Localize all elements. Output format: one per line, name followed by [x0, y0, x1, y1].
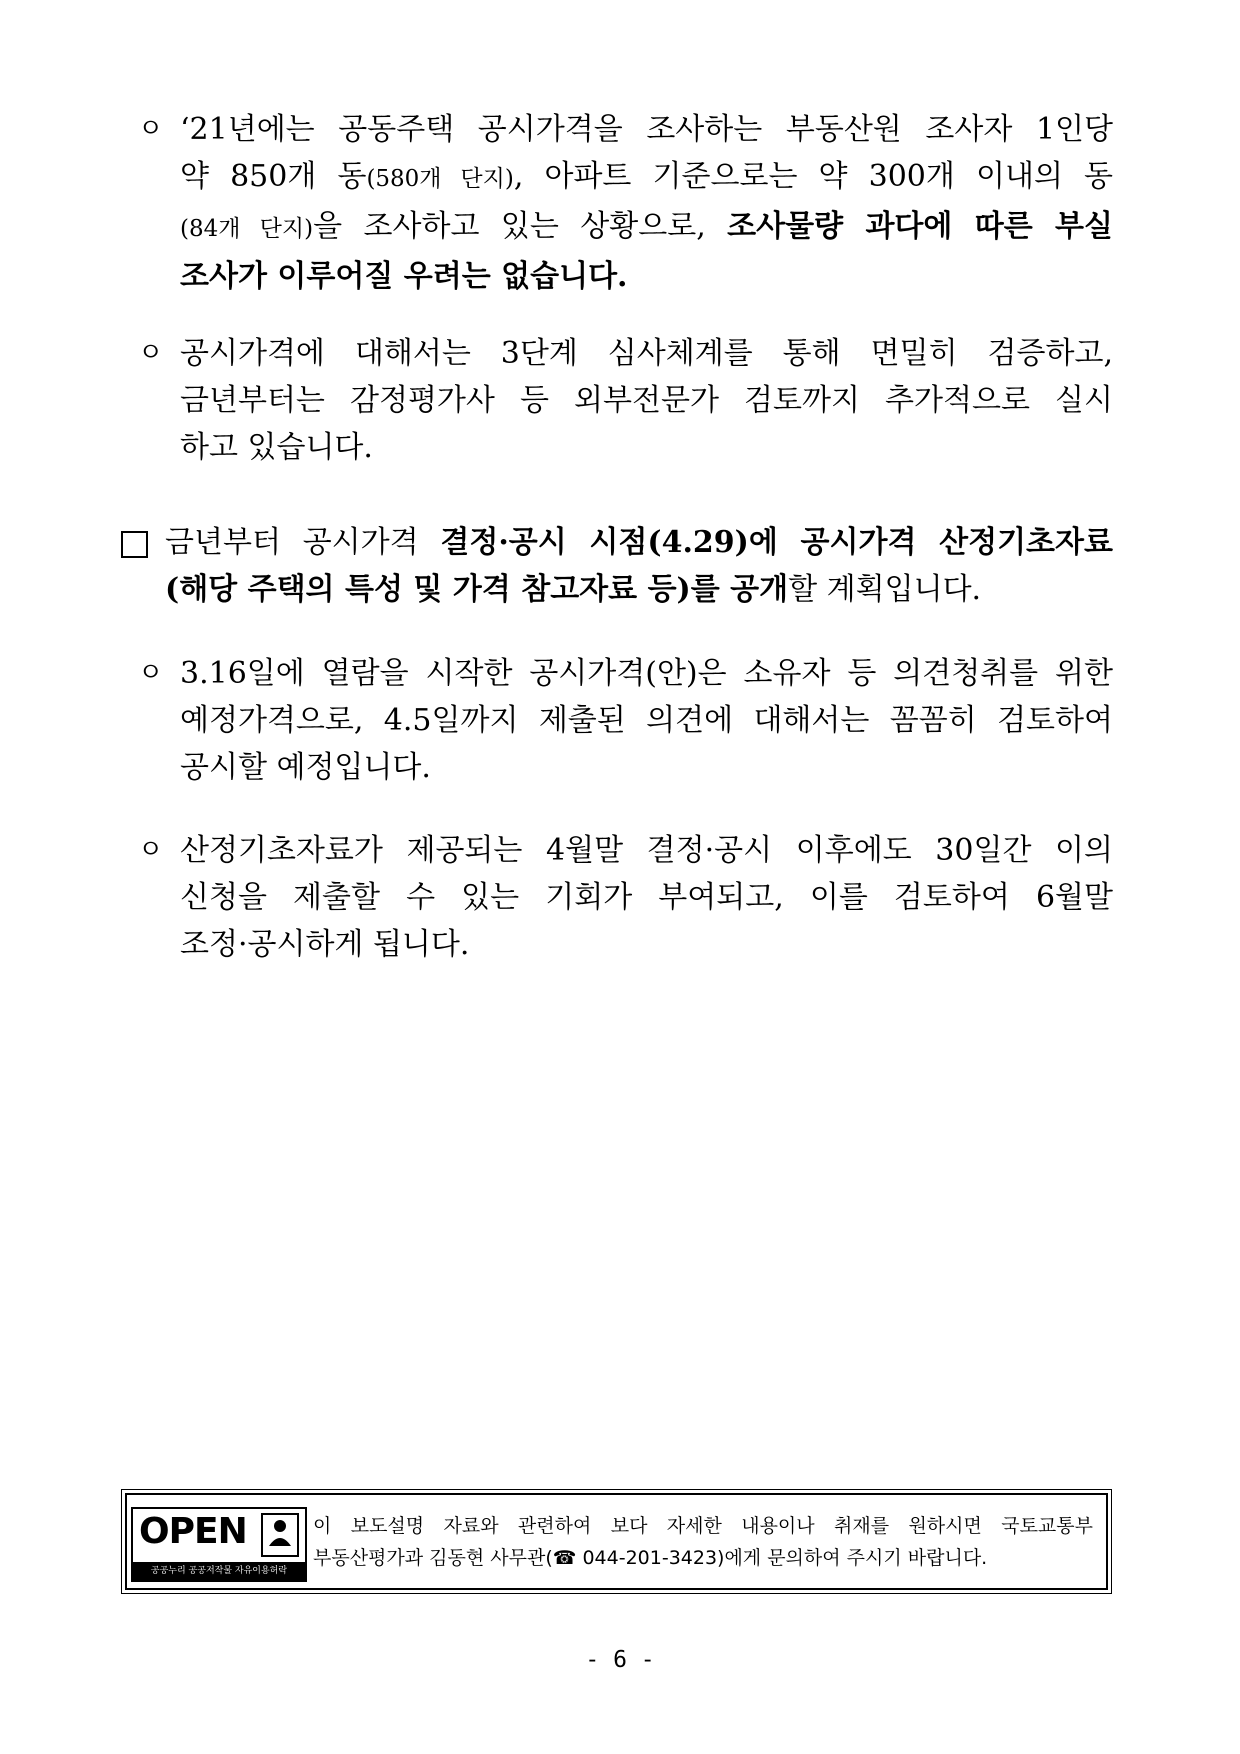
contact-line: 이 보도설명 자료와 관련하여 보다 자세한 내용이나 취재를 원하시면 국토교통부 — [313, 1515, 1093, 1537]
text-line — [180, 106, 1113, 153]
kogl-open-logo — [131, 1507, 307, 1582]
bullet-circle: ㅇ — [138, 835, 164, 865]
text-run: 하고 있습니다. — [180, 430, 373, 465]
text-line — [180, 921, 1113, 968]
bullet-circle: ㅇ — [138, 338, 164, 368]
text-line — [180, 827, 1113, 874]
bold-text: 조사가 이루어질 우려는 없습니다. — [180, 259, 628, 294]
logo-license-strip: 공공누리 공공저작물 자유이용허락 — [133, 1562, 305, 1580]
bold-text: (해당 주택의 특성 및 가격 참고자료 등)를 공개 — [165, 572, 789, 607]
text-line — [165, 519, 1113, 566]
text-line — [180, 650, 1113, 697]
text-line — [180, 203, 1113, 253]
bullet-circle: ㅇ — [138, 114, 164, 144]
square-bullet-icon — [121, 531, 148, 558]
paragraph-disclosure-plan — [165, 519, 1113, 613]
text-line — [180, 697, 1113, 744]
bold-text: 결정·공시 시점(4.29)에 공시가격 산정기초자료 — [440, 525, 1113, 560]
text-line — [180, 744, 1113, 791]
paragraph-inspection-period — [180, 650, 1113, 791]
text-line — [180, 253, 1113, 300]
text-line — [180, 153, 1113, 203]
open-logo-text: OPEN — [139, 1511, 247, 1552]
text-run: 조정·공시하게 됩니다. — [180, 927, 470, 962]
small-text: (84개 단지) — [180, 216, 314, 242]
text-run: 3.16일에 열람을 시작한 공시가격(안)은 소유자 등 의견청취를 위한 — [180, 656, 1113, 691]
attribution-person-icon — [261, 1513, 299, 1557]
text-run: 신청을 제출할 수 있는 기회가 부여되고, 이를 검토하여 6월말 — [180, 880, 1113, 915]
text-run: 약 850개 동 — [180, 159, 367, 194]
small-text: (580개 단지) — [366, 166, 514, 192]
text-run: 을 조사하고 있는 상황으로, — [313, 209, 728, 244]
bullet-circle: ㅇ — [138, 658, 164, 688]
text-line — [180, 424, 1113, 471]
bold-text: 조사물량 과다에 따른 부실 — [727, 209, 1113, 244]
text-run: 공시할 예정입니다. — [180, 750, 431, 785]
contact-line: 부동산평가과 김동현 사무관(☎ 044-201-3423)에게 문의하여 주시기 바랍니다. — [313, 1547, 988, 1569]
paragraph-survey-workload — [180, 106, 1113, 300]
text-run: 금년부터는 감정평가사 등 외부전문가 검토까지 추가적으로 실시 — [180, 383, 1113, 418]
page-number: - 6 - — [585, 1647, 655, 1673]
paragraph-review-system — [180, 330, 1113, 471]
text-run: , 아파트 기준으로는 약 300개 이내의 동 — [513, 159, 1114, 194]
text-run: 금년부터 공시가격 — [165, 525, 441, 560]
text-line — [180, 330, 1113, 377]
paragraph-objection-period — [180, 827, 1113, 968]
text-line — [180, 874, 1113, 921]
text-run: 공시가격에 대해서는 3단계 심사체계를 통해 면밀히 검증하고, — [180, 336, 1113, 371]
text-run: 산정기초자료가 제공되는 4월말 결정·공시 이후에도 30일간 이의 — [180, 833, 1113, 868]
contact-text — [313, 1510, 1093, 1574]
text-run: 예정가격으로, 4.5일까지 제출된 의견에 대해서는 꼼꼼히 검토하여 — [180, 703, 1113, 738]
contact-info-box — [121, 1489, 1112, 1594]
text-line — [180, 377, 1113, 424]
text-run: 할 계획입니다. — [788, 572, 982, 607]
text-run: ‘21년에는 공동주택 공시가격을 조사하는 부동산원 조사자 1인당 — [180, 112, 1113, 147]
text-line — [165, 566, 1113, 613]
